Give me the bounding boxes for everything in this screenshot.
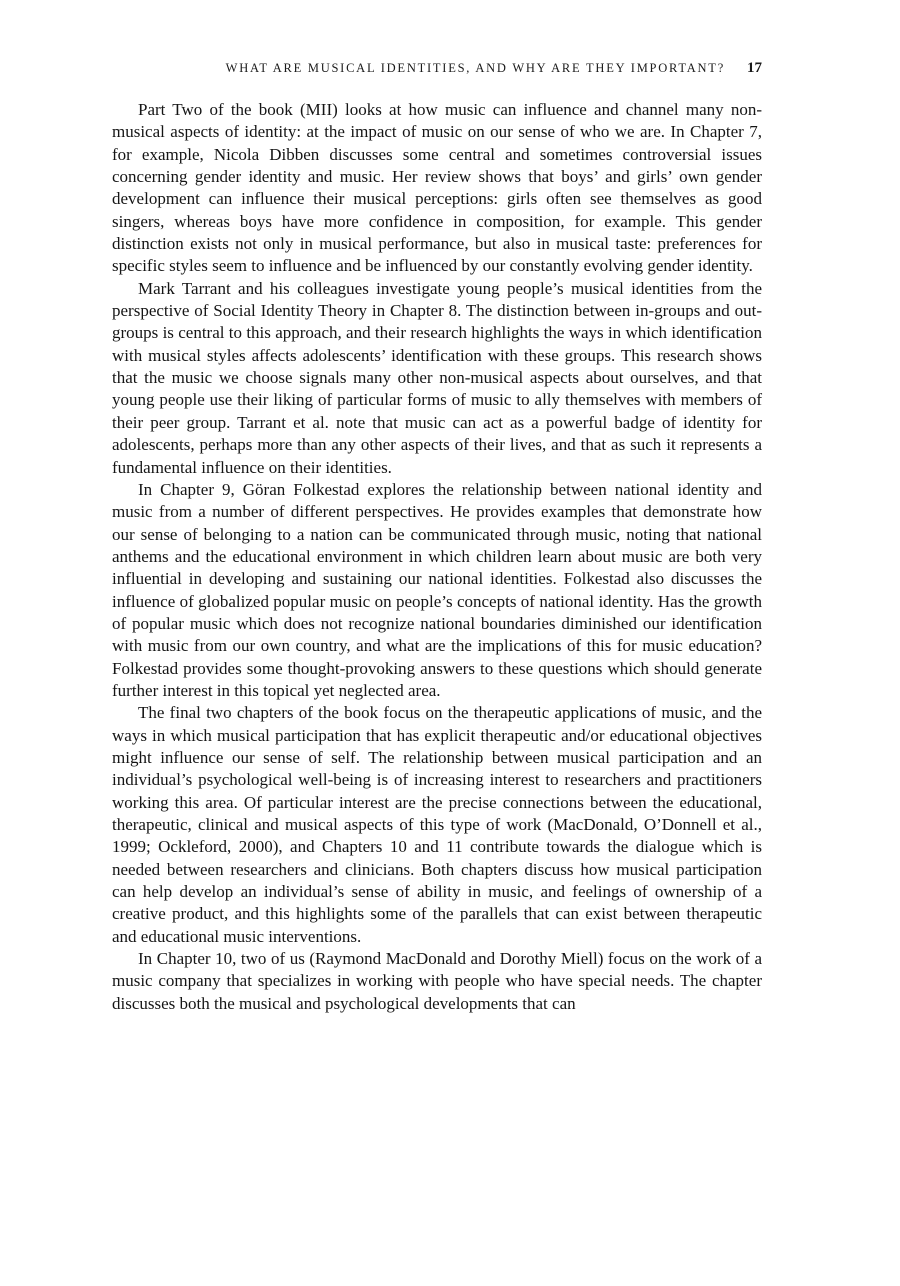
- paragraph: In Chapter 10, two of us (Raymond MacDonald and Dorothy Miell) focus on the work of a music company that specializes in working with people who have special needs. The chapter discusses both the musical and psychological developments that can: [112, 949, 762, 1013]
- paragraph: Part Two of the book (MII) looks at how music can influence and channel many non-musical aspects of identity: at the impact of music on our sense of who we are. In Chapter 7, for example, Nicola Dibben discusses some central and sometimes controversial issues concerning gender identity and music. Her review shows that boys’ and girls’ own gender development can influence their musical perceptions: girls often see themselves as good singers, whereas boys have more confidence in composition, for example. This gender distinction exists not only in musical performance, but also in musical taste: preferences for specific styles seem to influence and be influenced by our constantly evolving gender identity.: [112, 100, 762, 276]
- page-body: [112, 99, 762, 1015]
- page-number: 17: [747, 60, 762, 76]
- paragraph: Mark Tarrant and his colleagues investigate young people’s musical identities from the perspective of Social Identity Theory in Chapter 8. The distinction between in-groups and out-groups is central to this approach, and their research highlights the ways in which identification with musical styles affects adolescents’ identification with these groups. This research shows that the music we choose signals many other non-musical aspects about ourselves, and that young people use their liking of particular forms of music to ally themselves with members of their peer group. Tarrant et al. note that music can act as a powerful badge of identity for adolescents, perhaps more than any other aspects of their lives, and that as such it represents a fundamental influence on their identities.: [112, 278, 762, 477]
- page-header: [112, 60, 762, 77]
- paragraph: The final two chapters of the book focus on the therapeutic applications of music, and the ways in which musical participation that has explicit therapeutic and/or educational objectives might influence our sense of self. The relationship between musical participation and an individual’s psychological well-being is of increasing interest to researchers and practitioners working this area. Of particular interest are the precise connections between the educational, therapeutic, clinical and musical aspects of this type of work (MacDonald, O’Donnell et al., 1999; Ockleford, 2000), and Chapters 10 and 11 contribute towards the dialogue which is needed between researchers and clinicians. Both chapters discuss how musical participation can help develop an individual’s sense of ability in music, and feelings of ownership of a creative product, and this highlights some of the parallels that can exist between therapeutic and educational music interventions.: [112, 703, 762, 946]
- running-title: WHAT ARE MUSICAL IDENTITIES, AND WHY ARE THEY IMPORTANT?: [225, 61, 725, 75]
- paragraph: In Chapter 9, Göran Folkestad explores the relationship between national identity and music from a number of different perspectives. He provides examples that demonstrate how our sense of belonging to a nation can be communicated through music, noting that national anthems and the educational environment in which children learn about music are both very influential in developing and sustaining our national identities. Folkestad also discusses the influence of globalized popular music on people’s concepts of national identity. Has the growth of popular music which does not recognize national boundaries diminished our identification with music from our own country, and what are the implications of this for music education? Folkestad provides some thought-provoking answers to these questions which should generate further interest in this topical yet neglected area.: [112, 479, 762, 700]
